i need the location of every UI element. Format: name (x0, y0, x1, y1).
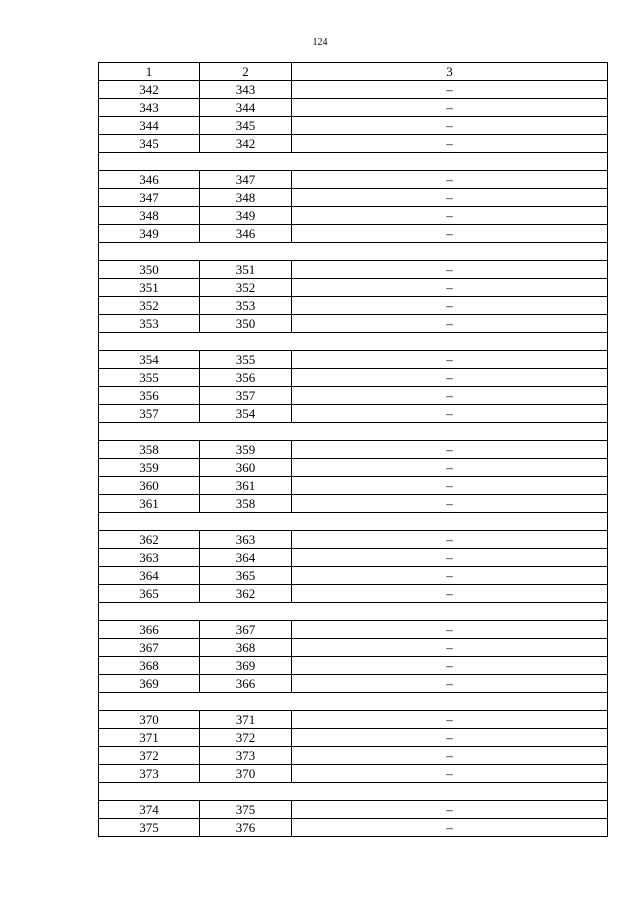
table-cell-col-3: – (292, 567, 608, 585)
table-cell-col-2: 373 (200, 747, 292, 765)
table-row (99, 81, 608, 99)
group-separator-row (99, 423, 608, 441)
column-header-3: 3 (292, 63, 608, 81)
table-cell-col-3: – (292, 441, 608, 459)
table-cell-col-2: 358 (200, 495, 292, 513)
table-cell-col-2: 346 (200, 225, 292, 243)
table-cell-col-2: 349 (200, 207, 292, 225)
table-cell-col-2: 356 (200, 369, 292, 387)
table-cell-col-2: 366 (200, 675, 292, 693)
table-row (99, 297, 608, 315)
table-cell-col-3: – (292, 279, 608, 297)
table-cell-col-1: 349 (99, 225, 200, 243)
table-row (99, 261, 608, 279)
table-row (99, 369, 608, 387)
table-cell-col-2: 343 (200, 81, 292, 99)
table-cell-col-2: 360 (200, 459, 292, 477)
group-separator-cell (99, 783, 608, 801)
table-cell-col-3: – (292, 315, 608, 333)
table-row (99, 441, 608, 459)
table-cell-col-1: 350 (99, 261, 200, 279)
table-cell-col-1: 342 (99, 81, 200, 99)
table-cell-col-3: – (292, 225, 608, 243)
column-header-1: 1 (99, 63, 200, 81)
table-row (99, 405, 608, 423)
table-cell-col-2: 371 (200, 711, 292, 729)
table-row (99, 531, 608, 549)
group-separator-row (99, 153, 608, 171)
table-cell-col-3: – (292, 171, 608, 189)
table-cell-col-3: – (292, 657, 608, 675)
table-cell-col-2: 342 (200, 135, 292, 153)
table-cell-col-1: 354 (99, 351, 200, 369)
table-cell-col-3: – (292, 135, 608, 153)
table-cell-col-3: – (292, 585, 608, 603)
group-separator-cell (99, 423, 608, 441)
table-cell-col-1: 372 (99, 747, 200, 765)
table-cell-col-1: 365 (99, 585, 200, 603)
table-cell-col-1: 352 (99, 297, 200, 315)
table-cell-col-3: – (292, 297, 608, 315)
table-cell-col-3: – (292, 261, 608, 279)
table-cell-col-3: – (292, 81, 608, 99)
table-row (99, 225, 608, 243)
group-separator-row (99, 693, 608, 711)
table-cell-col-3: – (292, 495, 608, 513)
table-row (99, 315, 608, 333)
table-cell-col-1: 344 (99, 117, 200, 135)
group-separator-row (99, 333, 608, 351)
table-cell-col-3: – (292, 531, 608, 549)
table-row (99, 477, 608, 495)
table-row (99, 387, 608, 405)
table-cell-col-2: 355 (200, 351, 292, 369)
group-separator-cell (99, 693, 608, 711)
table-cell-col-1: 363 (99, 549, 200, 567)
table-row (99, 189, 608, 207)
table-cell-col-3: – (292, 801, 608, 819)
table-cell-col-2: 344 (200, 99, 292, 117)
table-cell-col-3: – (292, 189, 608, 207)
table-cell-col-3: – (292, 459, 608, 477)
table-cell-col-2: 375 (200, 801, 292, 819)
table-row (99, 549, 608, 567)
table-cell-col-3: – (292, 351, 608, 369)
table-row (99, 675, 608, 693)
table-cell-col-2: 361 (200, 477, 292, 495)
table-cell-col-3: – (292, 711, 608, 729)
table-row (99, 99, 608, 117)
table-row (99, 495, 608, 513)
table-header (99, 63, 608, 81)
table-cell-col-3: – (292, 387, 608, 405)
group-separator-row (99, 243, 608, 261)
table-cell-col-2: 362 (200, 585, 292, 603)
table-cell-col-1: 355 (99, 369, 200, 387)
table-body (99, 81, 608, 837)
table-cell-col-1: 362 (99, 531, 200, 549)
table-cell-col-1: 361 (99, 495, 200, 513)
data-table (98, 62, 608, 837)
column-header-2: 2 (200, 63, 292, 81)
table-cell-col-1: 358 (99, 441, 200, 459)
table-cell-col-2: 347 (200, 171, 292, 189)
table-cell-col-1: 375 (99, 819, 200, 837)
table-row (99, 747, 608, 765)
table-cell-col-1: 374 (99, 801, 200, 819)
table-cell-col-2: 367 (200, 621, 292, 639)
table-cell-col-3: – (292, 747, 608, 765)
table-cell-col-1: 353 (99, 315, 200, 333)
table-cell-col-2: 352 (200, 279, 292, 297)
table-row (99, 621, 608, 639)
table-cell-col-1: 357 (99, 405, 200, 423)
table-cell-col-3: – (292, 765, 608, 783)
table-row (99, 459, 608, 477)
table-cell-col-1: 351 (99, 279, 200, 297)
group-separator-row (99, 783, 608, 801)
table-cell-col-3: – (292, 729, 608, 747)
table-cell-col-3: – (292, 639, 608, 657)
table-cell-col-3: – (292, 207, 608, 225)
group-separator-cell (99, 333, 608, 351)
table-cell-col-3: – (292, 117, 608, 135)
table-cell-col-3: – (292, 405, 608, 423)
table-cell-col-3: – (292, 477, 608, 495)
table-cell-col-2: 357 (200, 387, 292, 405)
table-cell-col-2: 365 (200, 567, 292, 585)
table-cell-col-3: – (292, 99, 608, 117)
table-cell-col-1: 343 (99, 99, 200, 117)
table-cell-col-2: 350 (200, 315, 292, 333)
table-cell-col-1: 345 (99, 135, 200, 153)
table-row (99, 819, 608, 837)
group-separator-row (99, 513, 608, 531)
table-cell-col-1: 371 (99, 729, 200, 747)
table-cell-col-2: 363 (200, 531, 292, 549)
table-cell-col-2: 372 (200, 729, 292, 747)
table-cell-col-1: 359 (99, 459, 200, 477)
group-separator-cell (99, 603, 608, 621)
table-cell-col-1: 347 (99, 189, 200, 207)
table-cell-col-3: – (292, 369, 608, 387)
table-cell-col-1: 366 (99, 621, 200, 639)
table-row (99, 207, 608, 225)
table-row (99, 711, 608, 729)
table-cell-col-1: 367 (99, 639, 200, 657)
table-row (99, 585, 608, 603)
table-cell-col-2: 345 (200, 117, 292, 135)
group-separator-row (99, 603, 608, 621)
table-row (99, 801, 608, 819)
table-cell-col-1: 348 (99, 207, 200, 225)
table-cell-col-1: 360 (99, 477, 200, 495)
table-cell-col-2: 351 (200, 261, 292, 279)
table-cell-col-1: 364 (99, 567, 200, 585)
table-cell-col-1: 369 (99, 675, 200, 693)
table-cell-col-1: 373 (99, 765, 200, 783)
table-row (99, 729, 608, 747)
table-row (99, 135, 608, 153)
table-cell-col-1: 356 (99, 387, 200, 405)
table-cell-col-2: 370 (200, 765, 292, 783)
table-row (99, 117, 608, 135)
table-row (99, 657, 608, 675)
group-separator-cell (99, 153, 608, 171)
page-number: 124 (312, 37, 328, 48)
table-cell-col-1: 346 (99, 171, 200, 189)
table-cell-col-3: – (292, 549, 608, 567)
table-row (99, 639, 608, 657)
table-cell-col-1: 370 (99, 711, 200, 729)
table-cell-col-3: – (292, 675, 608, 693)
group-separator-cell (99, 243, 608, 261)
table-cell-col-2: 359 (200, 441, 292, 459)
header-row (99, 63, 608, 81)
group-separator-cell (99, 513, 608, 531)
table-row (99, 351, 608, 369)
table-row (99, 765, 608, 783)
table-cell-col-2: 353 (200, 297, 292, 315)
table-row (99, 171, 608, 189)
table-row (99, 279, 608, 297)
table-row (99, 567, 608, 585)
table-cell-col-1: 368 (99, 657, 200, 675)
table-cell-col-2: 348 (200, 189, 292, 207)
table-cell-col-2: 369 (200, 657, 292, 675)
table-cell-col-3: – (292, 819, 608, 837)
table-cell-col-2: 354 (200, 405, 292, 423)
table-cell-col-3: – (292, 621, 608, 639)
table-cell-col-2: 364 (200, 549, 292, 567)
table-cell-col-2: 376 (200, 819, 292, 837)
table-cell-col-2: 368 (200, 639, 292, 657)
